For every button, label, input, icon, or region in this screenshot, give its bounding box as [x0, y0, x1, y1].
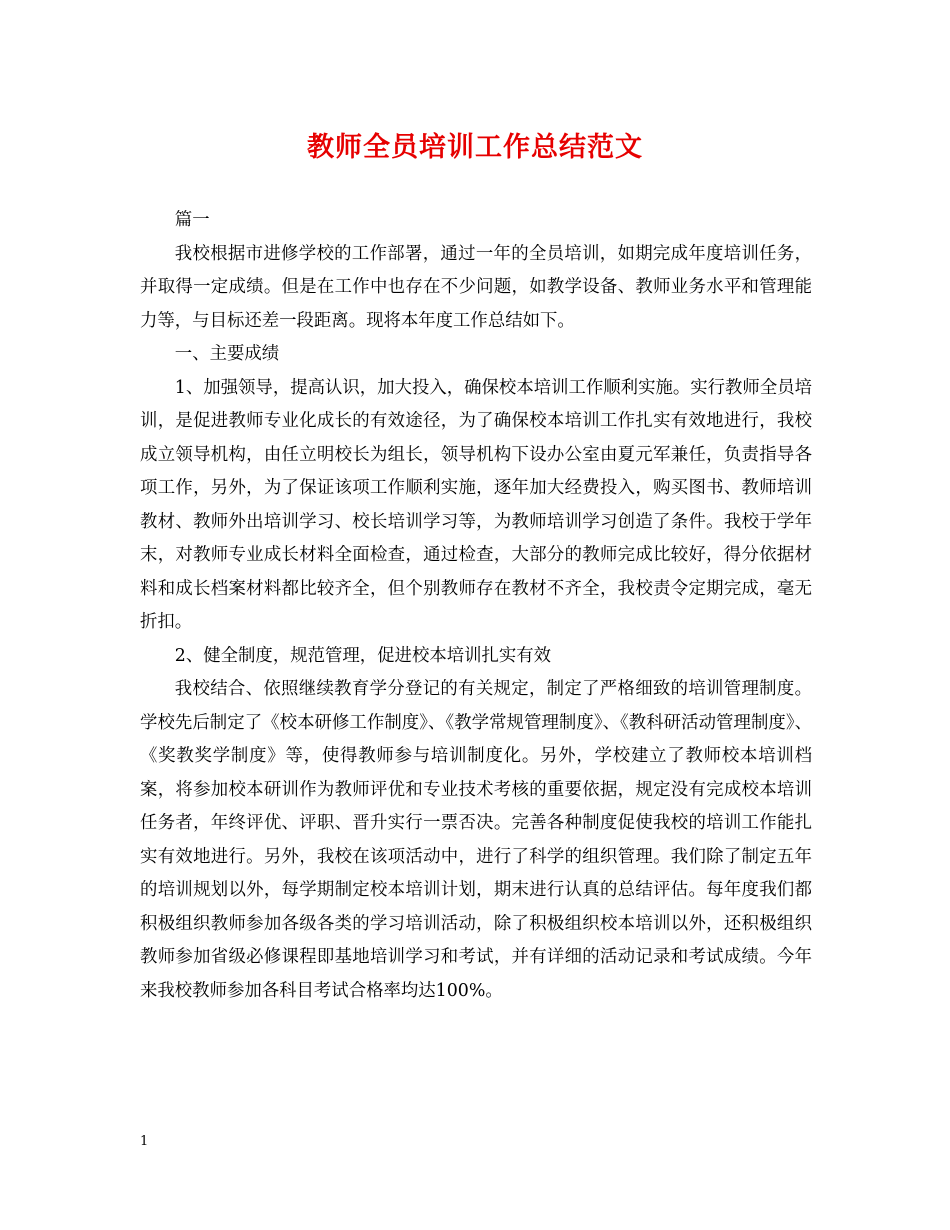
page-number: 1	[140, 1134, 149, 1149]
paragraph-item-1: 1、加强领导，提高认识，加大投入，确保校本培训工作顺利实施。实行教师全员培训，是促进教师专业化成长的有效途径，为了确保校本培训工作扎实有效地进行，我校成立领导机构，由任立明校长为组长，领导机构下设办公室由夏元军兼任，负责指导各项工作，另外，为了保证该项工作顺利实施，逐年加大经费投入，购买图书、教师培训教材、教师外出培训学习、校长培训学习等，为教师培训学习创造了条件。我校于学年末，对教师专业成长材料全面检查，通过检查，大部分的教师完成比较好，得分依据材料和成长档案材料都比较齐全，但个别教师存在教材不齐全，我校责令定期完成，毫无折扣。	[140, 377, 812, 632]
section-label: 篇一	[174, 210, 210, 230]
section-heading: 一、主要成绩	[174, 344, 280, 364]
document-body	[140, 204, 812, 1008]
subheading-item-2: 2、健全制度，规范管理，促进校本培训扎实有效	[174, 645, 552, 666]
paragraph-intro: 我校根据市进修学校的工作部署，通过一年的全员培训，如期完成年度培训任务，并取得一定成绩。但是在工作中也存在不少问题，如教学设备、教师业务水平和管理能力等，与目标还差一段距离。现将本年度工作总结如下。	[140, 243, 812, 331]
document-title: 教师全员培训工作总结范文	[307, 132, 643, 163]
paragraph-item-2: 我校结合、依照继续教育学分登记的有关规定，制定了严格细致的培训管理制度。学校先后制定了《校本研修工作制度》、《教学常规管理制度》、《教科研活动管理制度》、《奖教奖学制度》等，使得教师参与培训制度化。另外，学校建立了教师校本培训档案，将参加校本研训作为教师评优和专业技术考核的重要依据，规定没有完成校本培训任务者，年终评优、评职、晋升实行一票否决。完善各种制度促使我校的培训工作能扎实有效地进行。另外，我校在该项活动中，进行了科学的组织管理。我们除了制定五年的培训规划以外，每学期制定校本培训计划，期末进行认真的总结评估。每年度我们都积极组织教师参加各级各类的学习培训活动，除了积极组织校本培训以外，还积极组织教师参加省级必修课程即基地培训学习和考试，并有详细的活动记录和考试成绩。今年来我校教师参加各科目考试合格率均达100%。	[140, 679, 812, 1001]
